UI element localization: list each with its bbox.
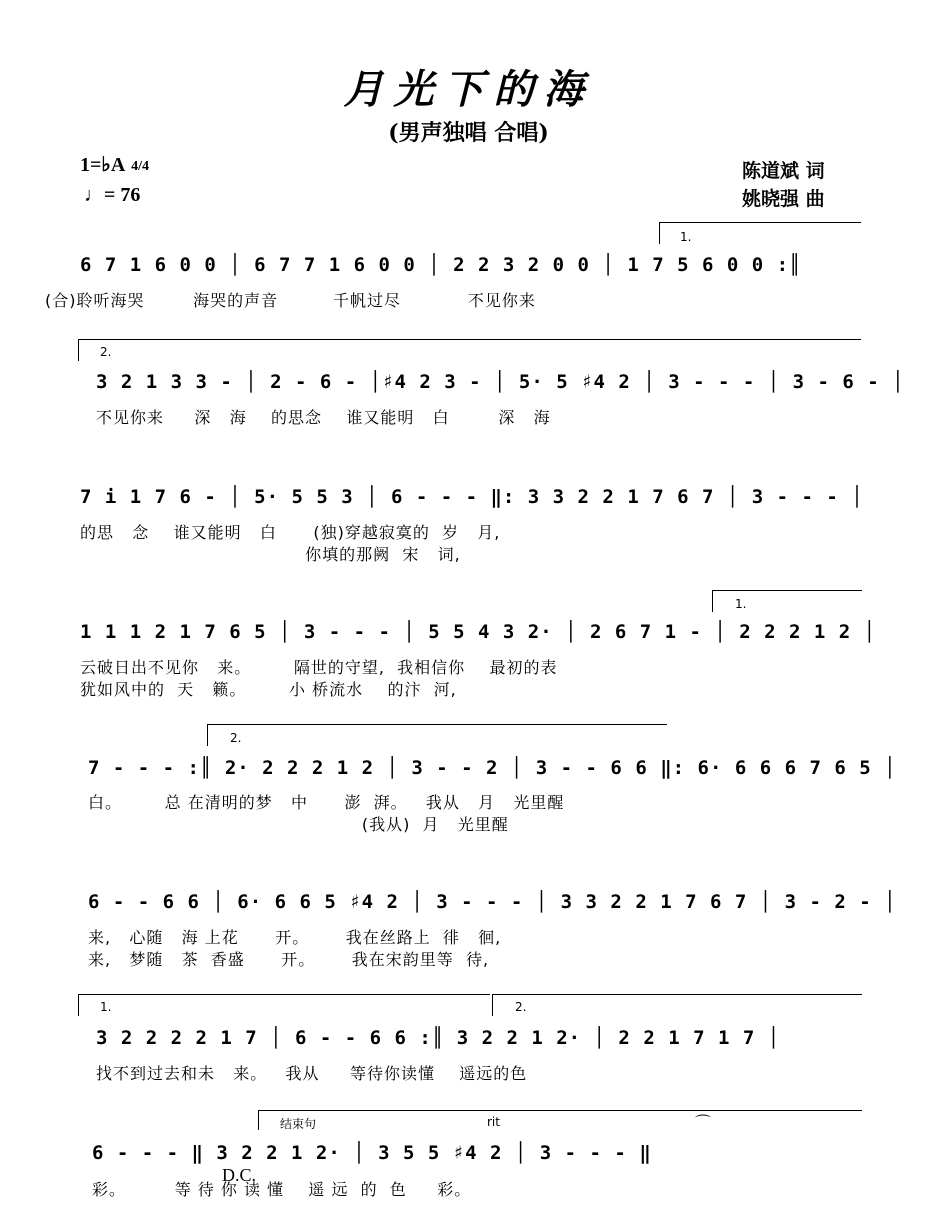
ending-label: 结束句 <box>280 1117 317 1131</box>
score-line-6-notes: 6 - - 6 6 │ 6· 6 6 5 ♯4 2 │ 3 - - - │ 3 3 2 2 1 7 6 7 │ 3 - 2 - │ <box>88 891 897 913</box>
volta-bracket-4-edge <box>207 724 208 746</box>
score-line-4-lyrics-1: 云破日出不见你 来。 隔世的守望, 我相信你 最初的表 <box>80 658 558 677</box>
time-signature: 4/4 <box>131 158 150 174</box>
song-subtitle: (男声独唱 合唱) <box>388 120 549 146</box>
volta-1-label: 1. <box>680 230 692 244</box>
volta-bracket-5-edge <box>78 994 79 1016</box>
score-line-7-lyrics: 找不到过去和未 来。 我从 等待你读懂 遥远的色 <box>96 1064 528 1083</box>
key-label: 1=♭A <box>80 154 125 176</box>
volta-3-label: 1. <box>735 597 747 611</box>
lyricist-credit: 陈道斌 词 <box>742 160 825 182</box>
score-line-5-lyrics-1: 白。 总 在清明的梦 中 澎 湃。 我从 月 光里醒 <box>88 793 565 812</box>
score-line-3-lyrics-1: 的思 念 谁又能明 白 (独)穿越寂寞的 岁 月, <box>80 523 501 542</box>
score-line-8-notes: 6 - - - ‖ 3 2 2 1 2· │ 3 5 5 ♯4 2 │ 3 - - - ‖ <box>92 1142 652 1164</box>
volta-2-label: 2. <box>100 345 112 359</box>
composer-credit: 姚晓强 曲 <box>742 188 825 210</box>
score-line-3-notes: 7 i 1 7 6 - │ 5· 5 5 3 │ 6 - - - ‖: 3 3 2 2 1 7 6 7 │ 3 - - - │ <box>80 486 864 508</box>
fermata-mark: ⌒ <box>695 1113 712 1132</box>
key-signature <box>80 152 149 177</box>
ending-bracket <box>258 1110 862 1111</box>
score-line-5-lyrics-2: (我从) 月 光里醒 <box>88 815 509 834</box>
volta-bracket-6 <box>492 994 862 995</box>
volta-bracket-5 <box>78 994 490 995</box>
volta-6-label: 2. <box>515 1000 527 1014</box>
score-line-4-lyrics-2: 犹如风中的 天 籁。 小 桥流水 的汴 河, <box>80 680 457 699</box>
tempo-mark: ♩= 76 <box>84 184 141 206</box>
score-line-3-lyrics-2: 你填的那阙 宋 词, <box>80 545 461 564</box>
volta-bracket-4 <box>207 724 667 725</box>
volta-4-label: 2. <box>230 731 242 745</box>
rit-mark: rit <box>487 1115 500 1129</box>
score-line-5-notes: 7 - - - :║ 2· 2 2 2 1 2 │ 3 - - 2 │ 3 - - 6 6 ‖: 6· 6 6 6 7 6 5 │ <box>88 757 897 779</box>
score-line-2-notes: 3 2 1 3 3 - │ 2 - 6 - │♯4 2 3 - │ 5· 5 ♯4 2 │ 3 - - - │ 3 - 6 - │ <box>96 371 905 393</box>
score-line-4-notes: 1 1 1 2 1 7 6 5 │ 3 - - - │ 5 5 4 3 2· │ 2 6 7 1 - │ 2 2 2 1 2 │ <box>80 621 877 643</box>
score-line-6-lyrics-1: 来, 心随 海 上花 开。 我在丝路上 徘 徊, <box>88 928 502 947</box>
volta-bracket-3-edge <box>712 590 713 612</box>
ending-bracket-edge <box>258 1110 259 1130</box>
score-line-6-lyrics-2: 来, 梦随 茶 香盛 开。 我在宋韵里等 待, <box>88 950 490 969</box>
da-capo-mark: D.C. <box>222 1165 257 1185</box>
score-line-1-lyrics: (合)聆听海哭 海哭的声音 千帆过尽 不见你来 <box>45 291 536 310</box>
volta-bracket-2-edge <box>78 339 79 361</box>
song-title: 月光下的海 <box>343 66 594 113</box>
volta-bracket-2 <box>78 339 861 340</box>
score-line-1-notes: 6 7 1 6 0 0 │ 6 7 7 1 6 0 0 │ 2 2 3 2 0 0 │ 1 7 5 6 0 0 :║ <box>80 254 802 276</box>
volta-bracket-1-edge <box>659 222 660 244</box>
score-line-7-notes: 3 2 2 2 2 1 7 │ 6 - - 6 6 :║ 3 2 2 1 2· │ 2 2 1 7 1 7 │ <box>96 1027 781 1049</box>
volta-bracket-1 <box>659 222 861 223</box>
score-line-2-lyrics: 不见你来 深 海 的思念 谁又能明 白 深 海 <box>96 408 551 427</box>
volta-bracket-6-edge <box>492 994 493 1016</box>
score-line-8-lyrics: 彩。 等 待 你 读 懂 遥 远 的 色 彩。 <box>92 1180 472 1199</box>
volta-5-label: 1. <box>100 1000 112 1014</box>
volta-bracket-3 <box>712 590 862 591</box>
